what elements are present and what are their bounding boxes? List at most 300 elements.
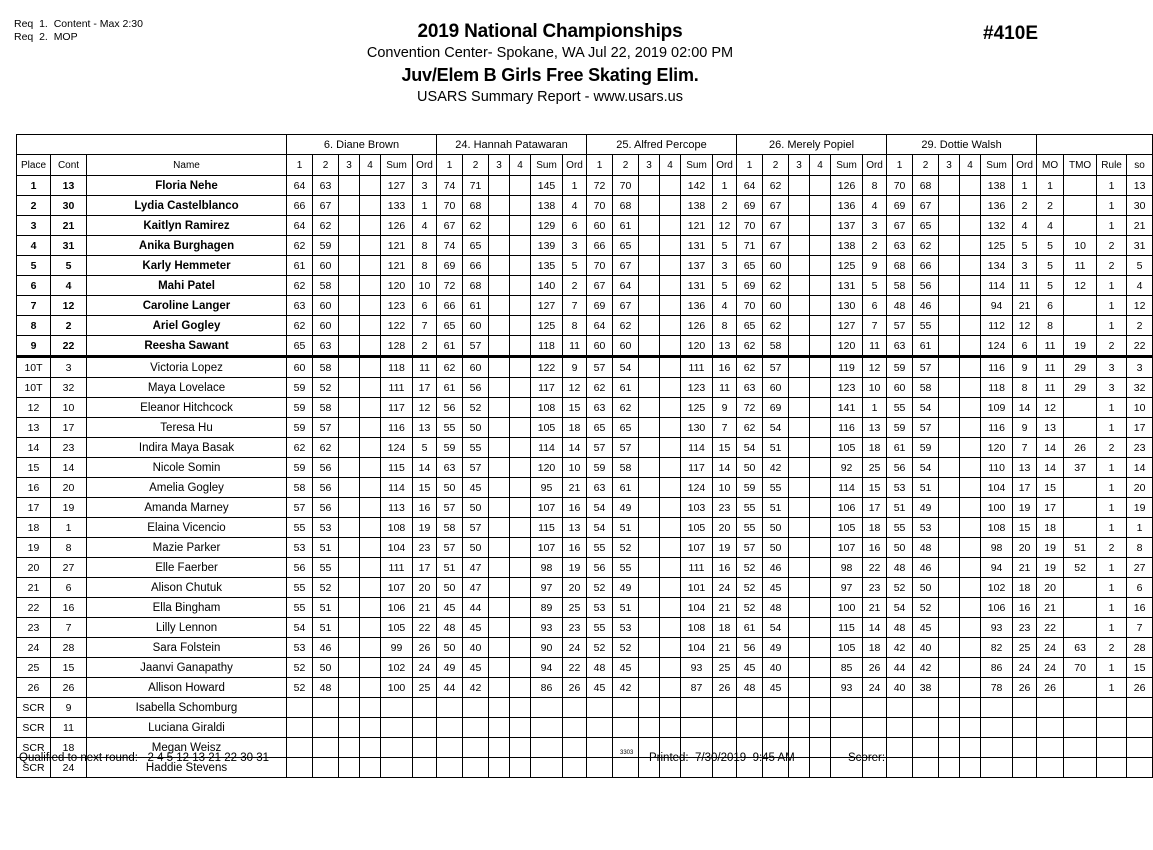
cell-judge1-3: [339, 336, 360, 357]
cell-judge2-Ord: 5: [563, 256, 587, 276]
cell-judge5-Sum: 118: [981, 378, 1013, 398]
cell-judge4-4: [810, 357, 831, 378]
cell-judge3-3: [639, 538, 660, 558]
cell-cont: 30: [51, 196, 87, 216]
cell-judge2-2: 45: [463, 658, 489, 678]
cell-judge4-4: [810, 276, 831, 296]
cell-judge5-Ord: 23: [1013, 618, 1037, 638]
col-header-judge3-Ord: Ord: [713, 155, 737, 176]
cell-judge5-1: 50: [887, 538, 913, 558]
cell-judge5-1: 56: [887, 458, 913, 478]
cell-so: 21: [1127, 216, 1153, 236]
cell-judge2-2: 57: [463, 458, 489, 478]
cell-judge3-Sum: 117: [681, 458, 713, 478]
cell-so: 30: [1127, 196, 1153, 216]
cell-so: 10: [1127, 398, 1153, 418]
cell-judge3-2: 58: [613, 458, 639, 478]
cell-judge1-2: 51: [313, 618, 339, 638]
cell-judge5-Sum: 136: [981, 196, 1013, 216]
cell-judge5-3: [939, 658, 960, 678]
cell-judge2-3: [489, 758, 510, 778]
cell-judge2-3: [489, 378, 510, 398]
cell-judge3-3: [639, 518, 660, 538]
cell-judge5-1: 63: [887, 336, 913, 357]
cell-tmo: 10: [1064, 236, 1097, 256]
cell-judge3-Ord: 24: [713, 578, 737, 598]
cell-judge5-2: 51: [913, 478, 939, 498]
cell-place: SCR: [17, 718, 51, 738]
cell-judge5-3: [939, 618, 960, 638]
cell-mo: 19: [1037, 538, 1064, 558]
cell-judge5-Ord: 15: [1013, 518, 1037, 538]
cell-judge4-Sum: 127: [831, 316, 863, 336]
cell-so: 14: [1127, 458, 1153, 478]
cell-cont: 20: [51, 478, 87, 498]
cell-judge5-1: 57: [887, 316, 913, 336]
cell-judge2-Sum: 105: [531, 418, 563, 438]
cell-judge4-3: [789, 316, 810, 336]
cell-so: 31: [1127, 236, 1153, 256]
cell-place: 26: [17, 678, 51, 698]
cell-judge1-4: [360, 316, 381, 336]
cell-judge3-Ord: 16: [713, 558, 737, 578]
cell-rule: 1: [1097, 296, 1127, 316]
cell-judge4-3: [789, 678, 810, 698]
cell-judge3-1: 52: [587, 638, 613, 658]
cell-judge5-1: [887, 758, 913, 778]
cell-judge1-Sum: [381, 738, 413, 758]
cell-judge2-2: 66: [463, 256, 489, 276]
cell-judge1-2: 62: [313, 216, 339, 236]
cell-judge2-Sum: 95: [531, 478, 563, 498]
cell-cont: 2: [51, 316, 87, 336]
cell-judge1-3: [339, 398, 360, 418]
cell-judge3-Sum: 125: [681, 398, 713, 418]
judge-header-5: 29. Dottie Walsh: [887, 135, 1037, 155]
cell-judge2-Sum: 89: [531, 598, 563, 618]
cell-judge4-1: 52: [737, 598, 763, 618]
cell-judge1-2: 52: [313, 578, 339, 598]
cell-judge3-4: [660, 698, 681, 718]
cell-cont: 5: [51, 256, 87, 276]
cell-judge2-1: 55: [437, 418, 463, 438]
cell-judge5-2: 57: [913, 357, 939, 378]
cell-judge3-4: [660, 378, 681, 398]
cell-judge5-4: [960, 758, 981, 778]
cell-judge5-Sum: 114: [981, 276, 1013, 296]
cell-judge3-Sum: 121: [681, 216, 713, 236]
cell-judge1-2: 51: [313, 598, 339, 618]
cell-mo: [1037, 698, 1064, 718]
cell-judge1-Sum: 100: [381, 678, 413, 698]
judge-banner-row: [17, 135, 1153, 155]
cell-judge4-1: 55: [737, 518, 763, 538]
banner-tail-spacer: [1037, 135, 1153, 155]
cell-so: 28: [1127, 638, 1153, 658]
cell-judge3-3: [639, 698, 660, 718]
cell-judge5-Sum: [981, 718, 1013, 738]
cell-judge1-Ord: [413, 698, 437, 718]
cell-judge3-Sum: 131: [681, 236, 713, 256]
cell-judge1-2: 55: [313, 558, 339, 578]
cell-judge2-1: 50: [437, 478, 463, 498]
cell-judge5-4: [960, 276, 981, 296]
cell-judge1-Ord: 6: [413, 296, 437, 316]
cell-name: Amelia Gogley: [87, 478, 287, 498]
cell-rule: 2: [1097, 256, 1127, 276]
cell-cont: 18: [51, 738, 87, 758]
cell-judge1-Sum: 113: [381, 498, 413, 518]
cell-judge4-Ord: 23: [863, 578, 887, 598]
cell-judge1-4: [360, 678, 381, 698]
cell-judge4-3: [789, 558, 810, 578]
cell-judge2-1: 67: [437, 216, 463, 236]
cell-judge5-4: [960, 538, 981, 558]
cell-judge4-Ord: 22: [863, 558, 887, 578]
cell-so: 32: [1127, 378, 1153, 398]
cell-judge3-Ord: 26: [713, 678, 737, 698]
cell-mo: 11: [1037, 378, 1064, 398]
col-header-judge3-4: 4: [660, 155, 681, 176]
cell-name: Elaina Vicencio: [87, 518, 287, 538]
cell-judge1-1: [287, 738, 313, 758]
cell-judge4-1: 70: [737, 216, 763, 236]
cell-judge1-3: [339, 296, 360, 316]
cell-judge3-2: 68: [613, 196, 639, 216]
cell-judge3-3: [639, 658, 660, 678]
cell-judge1-Ord: 17: [413, 378, 437, 398]
cell-judge3-3: [639, 296, 660, 316]
cell-judge5-3: [939, 256, 960, 276]
cell-judge2-Sum: 93: [531, 618, 563, 638]
cell-judge4-2: 45: [763, 678, 789, 698]
cell-judge5-Ord: 9: [1013, 418, 1037, 438]
cell-judge4-1: 63: [737, 378, 763, 398]
cell-judge5-3: [939, 236, 960, 256]
cell-tmo: [1064, 216, 1097, 236]
cell-judge5-2: 61: [913, 336, 939, 357]
cell-judge4-4: [810, 216, 831, 236]
cell-judge3-4: [660, 558, 681, 578]
cell-judge1-3: [339, 758, 360, 778]
cell-judge3-1: 54: [587, 518, 613, 538]
cell-judge2-1: 62: [437, 357, 463, 378]
cell-judge1-2: 50: [313, 658, 339, 678]
cell-judge4-Ord: 6: [863, 296, 887, 316]
cell-judge5-Sum: 94: [981, 296, 1013, 316]
cell-judge4-Ord: 18: [863, 438, 887, 458]
cell-judge2-4: [510, 538, 531, 558]
cell-judge5-Ord: 12: [1013, 316, 1037, 336]
cell-judge4-2: 67: [763, 196, 789, 216]
cell-judge5-2: 55: [913, 316, 939, 336]
table-row: [17, 638, 1153, 658]
cell-judge4-Ord: 7: [863, 316, 887, 336]
cell-judge4-2: [763, 718, 789, 738]
cell-judge5-4: [960, 296, 981, 316]
cell-judge1-1: 53: [287, 638, 313, 658]
cell-judge5-2: 46: [913, 558, 939, 578]
cell-mo: 2: [1037, 196, 1064, 216]
cell-judge4-3: [789, 538, 810, 558]
cell-judge1-Ord: 17: [413, 558, 437, 578]
cell-judge2-3: [489, 458, 510, 478]
cell-name: Isabella Schomburg: [87, 698, 287, 718]
cell-judge1-1: 60: [287, 357, 313, 378]
cell-judge3-Ord: 18: [713, 618, 737, 638]
cell-judge2-Ord: [563, 738, 587, 758]
cell-judge4-Sum: 120: [831, 336, 863, 357]
cell-judge2-Sum: 118: [531, 336, 563, 357]
cell-judge3-Ord: 10: [713, 478, 737, 498]
cell-judge1-1: 63: [287, 296, 313, 316]
cell-rule: 2: [1097, 438, 1127, 458]
cell-judge5-1: 67: [887, 216, 913, 236]
cell-judge5-Sum: 120: [981, 438, 1013, 458]
cell-judge4-3: [789, 618, 810, 638]
cell-judge5-3: [939, 216, 960, 236]
cell-place: 24: [17, 638, 51, 658]
cell-judge2-Ord: 8: [563, 316, 587, 336]
cell-so: 1: [1127, 518, 1153, 538]
cell-judge5-2: 54: [913, 398, 939, 418]
cell-judge1-Sum: 111: [381, 378, 413, 398]
cell-judge5-3: [939, 498, 960, 518]
cell-rule: [1097, 698, 1127, 718]
col-header-place: Place: [17, 155, 51, 176]
cell-judge4-4: [810, 518, 831, 538]
cell-judge5-Sum: 86: [981, 658, 1013, 678]
cell-judge2-1: 74: [437, 236, 463, 256]
cell-name: Reesha Sawant: [87, 336, 287, 357]
cell-judge1-Ord: 3: [413, 176, 437, 196]
cell-judge2-Sum: 107: [531, 538, 563, 558]
cell-judge2-4: [510, 276, 531, 296]
cell-mo: 11: [1037, 357, 1064, 378]
cell-judge2-3: [489, 438, 510, 458]
cell-rule: 1: [1097, 458, 1127, 478]
cell-judge1-Ord: 8: [413, 256, 437, 276]
cell-judge2-1: 72: [437, 276, 463, 296]
cell-cont: 31: [51, 236, 87, 256]
cell-judge1-Sum: 116: [381, 418, 413, 438]
cell-judge2-Ord: 21: [563, 478, 587, 498]
cell-judge3-Ord: 25: [713, 658, 737, 678]
cell-judge3-Sum: 137: [681, 256, 713, 276]
cell-cont: 15: [51, 658, 87, 678]
cell-judge1-Ord: 7: [413, 316, 437, 336]
cell-judge1-4: [360, 738, 381, 758]
cell-judge4-Ord: 14: [863, 618, 887, 638]
cell-judge5-1: 48: [887, 296, 913, 316]
cell-judge2-3: [489, 618, 510, 638]
cell-judge2-1: 45: [437, 598, 463, 618]
table-row: [17, 658, 1153, 678]
col-header-judge1-Ord: Ord: [413, 155, 437, 176]
cell-judge2-Sum: [531, 698, 563, 718]
cell-judge2-2: 45: [463, 478, 489, 498]
cell-judge1-Ord: 14: [413, 458, 437, 478]
cell-judge2-3: [489, 718, 510, 738]
cell-judge3-1: 55: [587, 538, 613, 558]
cell-judge1-Sum: 121: [381, 236, 413, 256]
cell-judge3-4: [660, 518, 681, 538]
cell-judge2-2: [463, 698, 489, 718]
cell-judge4-2: 60: [763, 378, 789, 398]
cell-judge1-3: [339, 176, 360, 196]
cell-judge4-Ord: 8: [863, 176, 887, 196]
cell-judge3-3: [639, 316, 660, 336]
col-header-judge4-Sum: Sum: [831, 155, 863, 176]
cell-judge4-2: 60: [763, 296, 789, 316]
cell-tmo: 26: [1064, 438, 1097, 458]
col-header-judge5-Sum: Sum: [981, 155, 1013, 176]
cell-judge1-3: [339, 698, 360, 718]
cell-rule: 1: [1097, 678, 1127, 698]
cell-cont: 32: [51, 378, 87, 398]
cell-judge2-4: [510, 357, 531, 378]
cell-judge1-Sum: 104: [381, 538, 413, 558]
cell-judge2-1: 65: [437, 316, 463, 336]
table-row: [17, 718, 1153, 738]
cell-judge5-2: 52: [913, 598, 939, 618]
cell-judge5-2: [913, 718, 939, 738]
cell-judge3-3: [639, 618, 660, 638]
cell-judge5-1: 42: [887, 638, 913, 658]
cell-judge5-4: [960, 598, 981, 618]
cell-mo: 14: [1037, 458, 1064, 478]
cell-judge3-Sum: 105: [681, 518, 713, 538]
cell-name: Karly Hemmeter: [87, 256, 287, 276]
cell-judge5-Ord: 16: [1013, 598, 1037, 618]
cell-judge4-Sum: 141: [831, 398, 863, 418]
cell-judge3-2: 61: [613, 478, 639, 498]
cell-judge4-1: 54: [737, 438, 763, 458]
cell-judge4-2: 58: [763, 336, 789, 357]
cell-judge2-Ord: 25: [563, 598, 587, 618]
cell-judge4-2: 57: [763, 357, 789, 378]
cell-judge1-2: [313, 758, 339, 778]
cell-mo: 20: [1037, 578, 1064, 598]
cell-judge1-4: [360, 558, 381, 578]
cell-judge2-2: 56: [463, 378, 489, 398]
cell-mo: 12: [1037, 398, 1064, 418]
cell-judge5-4: [960, 418, 981, 438]
cell-mo: 24: [1037, 638, 1064, 658]
cell-judge3-3: [639, 196, 660, 216]
results-table-body: [17, 176, 1153, 778]
cell-judge5-3: [939, 598, 960, 618]
cell-judge3-Sum: 93: [681, 658, 713, 678]
cell-judge5-Sum: 124: [981, 336, 1013, 357]
cell-judge4-2: 62: [763, 176, 789, 196]
cell-judge4-2: 62: [763, 276, 789, 296]
cell-judge2-3: [489, 638, 510, 658]
cell-mo: 8: [1037, 316, 1064, 336]
cell-judge4-3: [789, 458, 810, 478]
cell-judge2-Ord: 1: [563, 176, 587, 196]
col-header-judge3-2: 2: [613, 155, 639, 176]
cell-judge3-4: [660, 216, 681, 236]
cell-judge4-Ord: 21: [863, 598, 887, 618]
cell-judge5-Sum: 110: [981, 458, 1013, 478]
cell-judge5-4: [960, 216, 981, 236]
cell-judge1-2: 56: [313, 458, 339, 478]
cell-judge5-3: [939, 176, 960, 196]
cell-judge3-4: [660, 638, 681, 658]
cell-judge3-2: 61: [613, 216, 639, 236]
cell-judge4-4: [810, 598, 831, 618]
cell-judge3-Sum: 87: [681, 678, 713, 698]
cell-judge1-2: 62: [313, 438, 339, 458]
cell-cont: 12: [51, 296, 87, 316]
cell-judge5-Sum: 134: [981, 256, 1013, 276]
cell-place: 25: [17, 658, 51, 678]
cell-judge1-3: [339, 598, 360, 618]
cell-mo: 17: [1037, 498, 1064, 518]
table-row: [17, 598, 1153, 618]
cell-judge3-Ord: 21: [713, 598, 737, 618]
cell-cont: 8: [51, 538, 87, 558]
cell-rule: 2: [1097, 336, 1127, 357]
cell-judge1-2: [313, 718, 339, 738]
cell-judge1-Ord: 13: [413, 418, 437, 438]
cell-judge1-Sum: 115: [381, 458, 413, 478]
cell-so: 20: [1127, 478, 1153, 498]
cell-judge2-Ord: 19: [563, 558, 587, 578]
cell-cont: 6: [51, 578, 87, 598]
cell-mo: 21: [1037, 598, 1064, 618]
cell-so: 15: [1127, 658, 1153, 678]
cell-cont: 7: [51, 618, 87, 638]
cell-judge5-1: 48: [887, 618, 913, 638]
cell-judge5-1: 59: [887, 418, 913, 438]
cell-judge5-Sum: 109: [981, 398, 1013, 418]
cell-judge5-3: [939, 478, 960, 498]
cell-judge4-4: [810, 378, 831, 398]
cell-judge3-1: 59: [587, 458, 613, 478]
cell-judge4-1: [737, 718, 763, 738]
cell-judge1-Ord: 24: [413, 658, 437, 678]
cell-judge3-3: [639, 438, 660, 458]
cell-cont: 10: [51, 398, 87, 418]
cell-place: 23: [17, 618, 51, 638]
cell-judge2-2: 42: [463, 678, 489, 698]
cell-cont: 4: [51, 276, 87, 296]
cell-judge1-4: [360, 598, 381, 618]
cell-judge2-2: 68: [463, 276, 489, 296]
cell-judge4-Sum: 137: [831, 216, 863, 236]
cell-judge4-3: [789, 598, 810, 618]
cell-judge5-Sum: 112: [981, 316, 1013, 336]
cell-judge4-2: 45: [763, 578, 789, 598]
cell-judge2-Ord: 26: [563, 678, 587, 698]
col-header-judge1-2: 2: [313, 155, 339, 176]
cell-judge3-2: 52: [613, 638, 639, 658]
table-row: [17, 518, 1153, 538]
cell-judge4-4: [810, 658, 831, 678]
cell-so: 12: [1127, 296, 1153, 316]
cell-judge3-Ord: 1: [713, 176, 737, 196]
cell-place: 12: [17, 398, 51, 418]
cell-judge5-4: [960, 498, 981, 518]
cell-judge2-1: 51: [437, 558, 463, 578]
cell-judge1-Ord: [413, 718, 437, 738]
cell-judge1-Ord: 11: [413, 357, 437, 378]
cell-judge2-Ord: 23: [563, 618, 587, 638]
cell-judge2-4: [510, 216, 531, 236]
cell-judge2-2: 50: [463, 498, 489, 518]
